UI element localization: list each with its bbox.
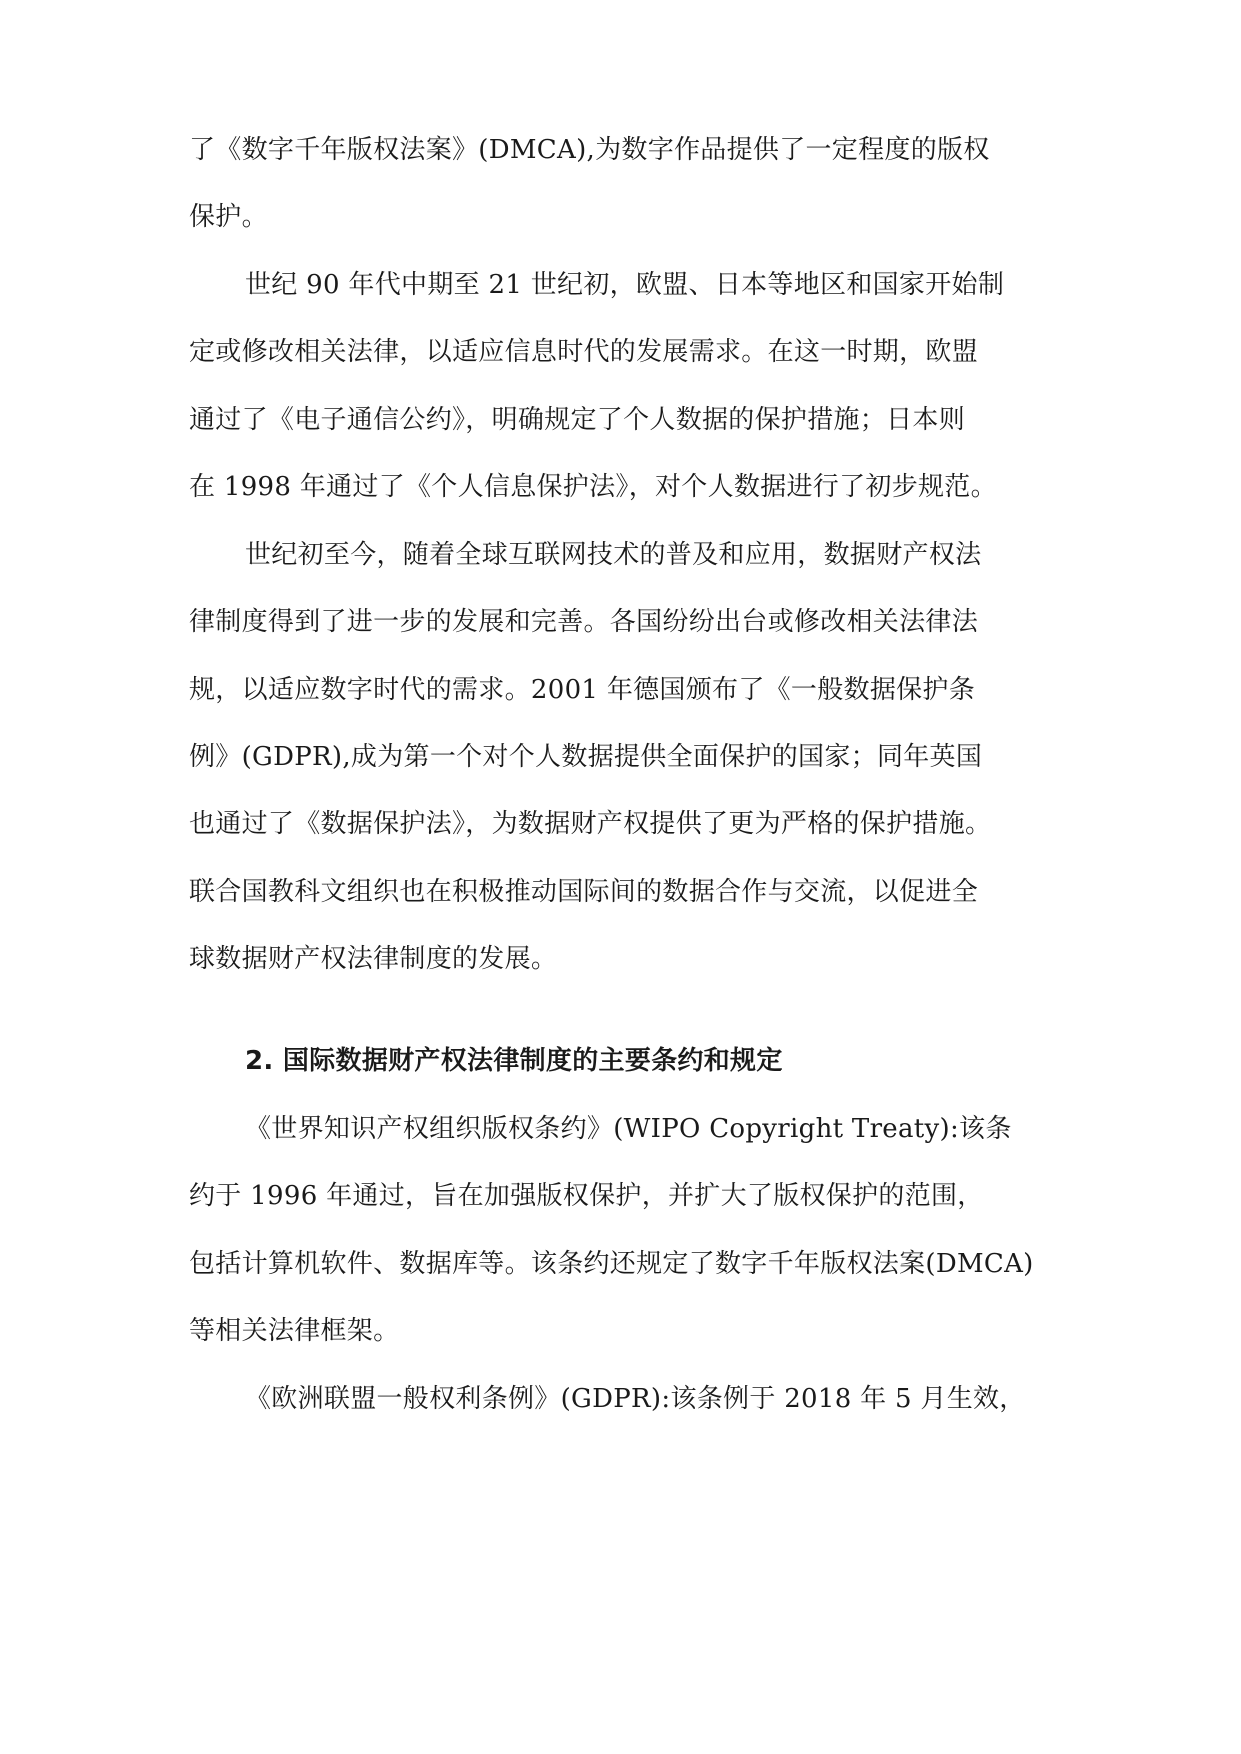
paragraph-line: 《世界知识产权组织版权条约》(WIPO Copyright Treaty):该条	[245, 1114, 1012, 1144]
paragraph-line: 在 1998 年通过了《个人信息保护法》，对个人数据进行了初步规范。	[189, 472, 997, 502]
paragraph-line: 律制度得到了进一步的发展和完善。各国纷纷出台或修改相关法律法	[189, 607, 979, 637]
paragraph-line: 包括计算机软件、数据库等。该条约还规定了数字千年版权法案(DMCA)	[189, 1249, 1034, 1279]
paragraph-line: 定或修改相关法律，以适应信息时代的发展需求。在这一时期，欧盟	[189, 337, 979, 367]
paragraph-line: 《欧洲联盟一般权利条例》(GDPR):该条例于 2018 年 5 月生效，	[245, 1384, 1026, 1414]
paragraph-line: 保护。	[189, 202, 268, 232]
paragraph-line: 世纪 90 年代中期至 21 世纪初，欧盟、日本等地区和国家开始制	[245, 270, 1005, 300]
paragraph-line: 了《数字千年版权法案》(DMCA),为数字作品提供了一定程度的版权	[189, 135, 990, 165]
paragraph-line: 通过了《电子通信公约》，明确规定了个人数据的保护措施；日本则	[189, 405, 966, 435]
paragraph-line: 球数据财产权法律制度的发展。	[189, 944, 558, 974]
paragraph-line: 例》(GDPR),成为第一个对个人数据提供全面保护的国家；同年英国	[189, 742, 983, 772]
paragraph-line: 规，以适应数字时代的需求。2001 年德国颁布了《一般数据保护条	[189, 675, 976, 705]
section-heading: 2. 国际数据财产权法律制度的主要条约和规定	[245, 1046, 783, 1076]
paragraph-line: 联合国教科文组织也在积极推动国际间的数据合作与交流，以促进全	[189, 877, 979, 907]
paragraph-line: 等相关法律框架。	[189, 1316, 400, 1346]
paragraph-line: 世纪初至今，随着全球互联网技术的普及和应用，数据财产权法	[245, 540, 982, 570]
paragraph-line: 也通过了《数据保护法》，为数据财产权提供了更为严格的保护措施。	[189, 809, 992, 839]
paragraph-line: 约于 1996 年通过，旨在加强版权保护，并扩大了版权保护的范围，	[189, 1181, 984, 1211]
